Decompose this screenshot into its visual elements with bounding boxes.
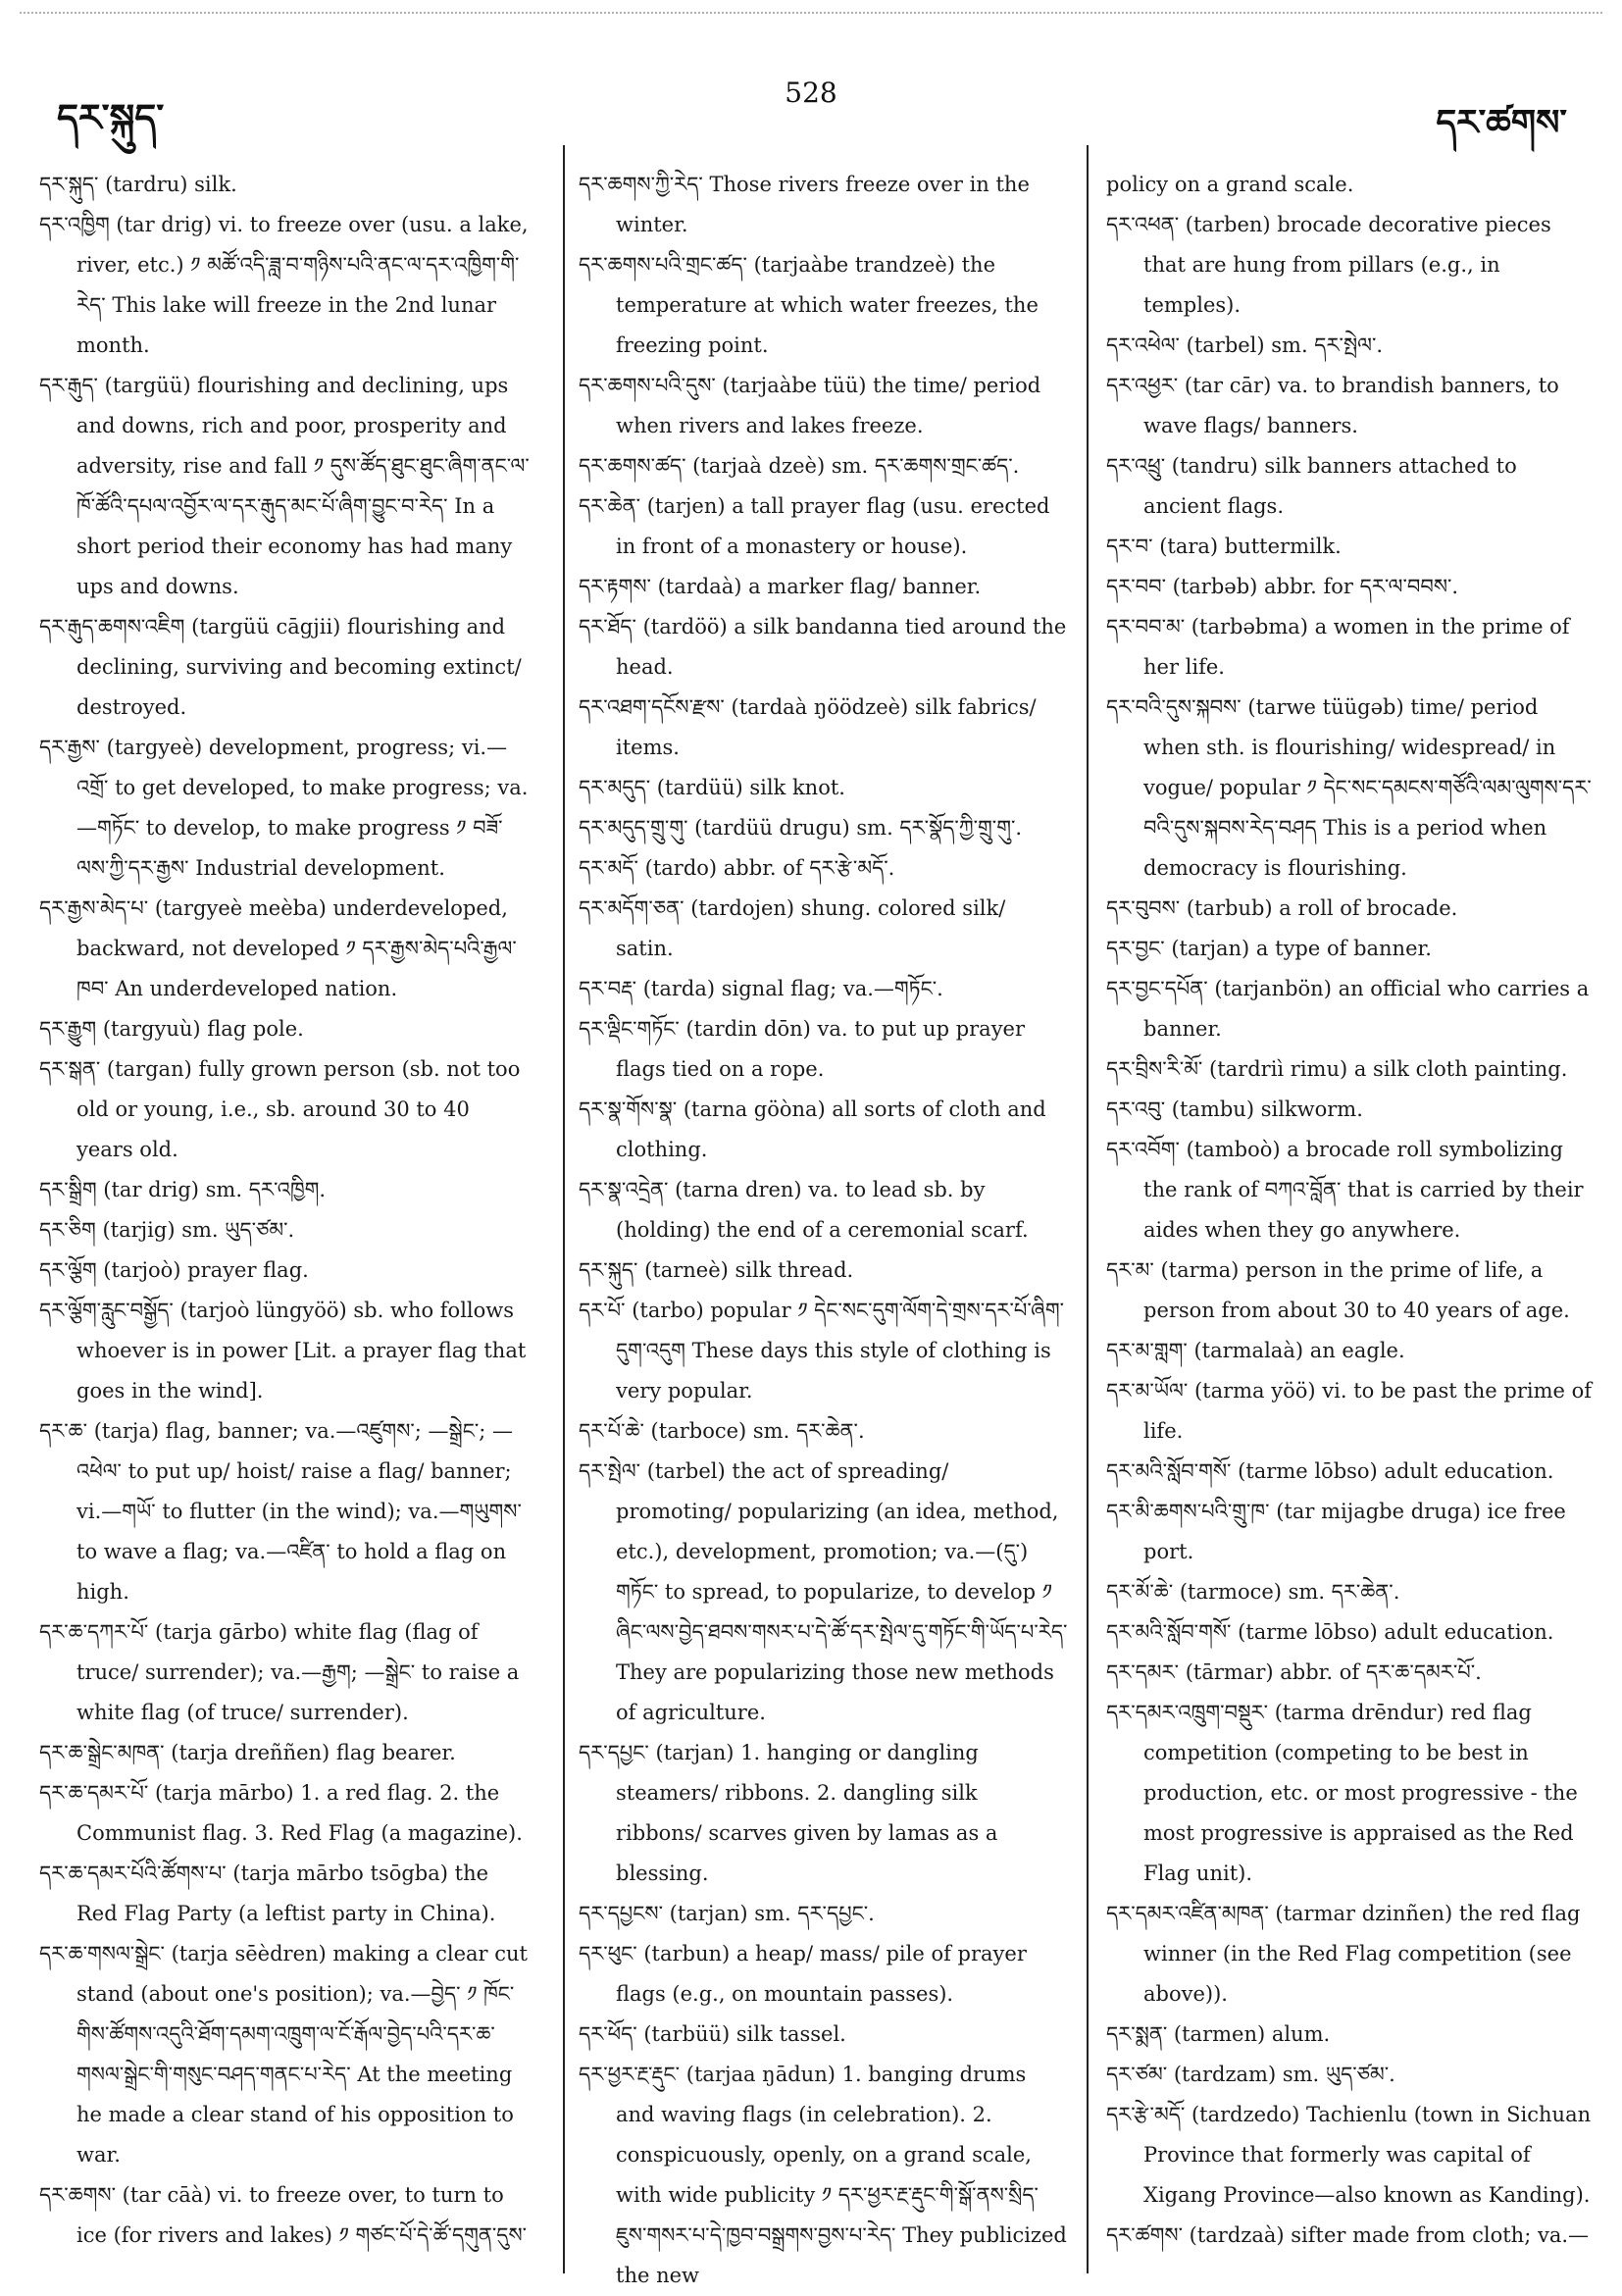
dictionary-entry: དར་མ་ཡོལ་ (tarma yöö) vi. to be past the prime of life.	[1106, 1379, 1593, 1443]
dictionary-column-1	[39, 165, 530, 2256]
dictionary-entry: དར་སྐུད་ (tardru) silk.	[39, 173, 237, 196]
dictionary-entry: དར་ཆགས་ཀྱི་རེད་ Those rivers freeze over in the winter.	[579, 173, 1030, 236]
dictionary-entry: དར་མི་ཆགས་པའི་གྲུ་ཁ་ (tar mijagbe druga) ice free port.	[1106, 1500, 1566, 1563]
column-divider-left	[563, 145, 565, 2273]
dictionary-entry: དར་རྒུད་ཆགས་འཇིག (targüü cāgjii) flourishing and declining, surviving and becoming extinct/ destroyed.	[39, 615, 522, 719]
page-number: 528	[785, 77, 837, 109]
dictionary-entry: དར་མདོ་ (tardo) abbr. of དར་རྩེ་མདོ་.	[579, 856, 895, 880]
dictionary-entry: དར་འབོག་ (tamboò) a brocade roll symbolizing the rank of བཀའ་བློན་ that is carried by their aides when they go anywhere.	[1106, 1138, 1584, 1242]
dictionary-entry: དར་མོ་ཆེ་ (tarmoce) sm. དར་ཆེན་.	[1106, 1580, 1400, 1604]
dictionary-entry: དར་སྤེལ་ (tarbel) the act of spreading/ promoting/ popularizing (an idea, method, etc.), development, promotion; va.—(དུ་) གཏོང་ to spread, to popularize, to develop ༡ ཞིང་ལས་བྱེད་ཐབས་གསར་པ་དེ་ཚོ་དར་སྤེལ་དུ་གཏོང་གི་ཡོད་པ་རེད་ They are popularizing those new methods of agriculture.	[579, 1459, 1068, 1724]
dictionary-entry: དར་ཆ་སྒྲེང་མཁན་ (tarja dreññen) flag bearer.	[39, 1741, 456, 1764]
dictionary-entry: དར་དཔྱང་ (tarjan) 1. hanging or dangling steamers/ ribbons. 2. dangling silk ribbons/ scarves given by lamas as a blessing.	[579, 1741, 998, 1885]
dictionary-entry: དར་ཐོད་ (tardöö) a silk bandanna tied around the head.	[579, 615, 1067, 679]
dictionary-entry: དར་མའི་སློབ་གསོ་ (tarme lōbso) adult education.	[1106, 1459, 1554, 1483]
dictionary-entry: དར་དམར་འཁྲུག་བསྡུར་ (tarma drēndur) red flag competition (competing to be best in production, etc. or most progressive - the most progressive is appraised as the Red Flag unit).	[1106, 1701, 1578, 1885]
column-divider-right	[1087, 145, 1089, 2273]
dictionary-entry: དར་ཆགས་ (tar cāà) vi. to freeze over, to turn to ice (for rivers and lakes) ༡ གཙང་པོ་དེ་ཚོ་དགུན་དུས་	[39, 2183, 528, 2247]
dictionary-entry: དར་རྟགས་ (tardaà) a marker flag/ banner.	[579, 575, 982, 598]
dictionary-entry: དར་ཆ་གསལ་སྒྲེང་ (tarja sēèdren) making a clear cut stand (about one's position); va.—བྱེད་ ༡ ཁོང་གིས་ཚོགས་འདུའི་ཐོག་དམག་འཁྲུག་ལ་ངོ་རྒོལ་བྱེད་པའི་དར་ཆ་གསལ་སྒྲེང་གི་གསུང་བཤད་གནང་པ་རེད་ At the meeting he made a clear stand of his opposition to war.	[39, 1942, 528, 2167]
dictionary-entry: དར་ཕྱར་རྔ་རྡུང་ (tarjaa ŋādun) 1. banging drums and waving flags (in celebration). 2. conspicuously, openly, on a grand scale, with wide publicity ༡ དར་ཕྱར་རྔ་རྡུང་གི་སྒོ་ནས་སྲིད་ཇུས་གསར་པ་དེ་ཁྱབ་བསྒྲགས་བྱས་པ་རེད་ They publicized the new	[579, 2063, 1067, 2287]
dictionary-entry: དར་རྒྱུག (targyuù) flag pole.	[39, 1017, 304, 1041]
dictionary-entry: དར་འཕེལ་ (tarbel) sm. དར་སྤེལ་.	[1106, 333, 1384, 357]
dictionary-entry: དར་ཆགས་ཚད་ (tarjaà dzeè) sm. དར་ཆགས་གྲང་ཚད་.	[579, 454, 1020, 478]
dictionary-entry: དར་པོ་ (tarbo) popular ༡ དེང་སང་དུག་ལོག་དེ་གྲས་དར་པོ་ཞིག་དུག་འདུག These days this style of clothing is very popular.	[579, 1299, 1065, 1403]
dictionary-entry: དར་འཕྱར་ (tar cār) va. to brandish banners, to wave flags/ banners.	[1106, 374, 1559, 437]
dictionary-entry: དར་དམར་འཛིན་མཁན་ (tarmar dzinñen) the red flag winner (in the Red Flag competition (see above)).	[1106, 1902, 1581, 2006]
dictionary-entry: དར་བུབས་ (tarbub) a roll of brocade.	[1106, 896, 1458, 920]
dictionary-entry: དར་ཆེན་ (tarjen) a tall prayer flag (usu. erected in front of a monastery or house).	[579, 494, 1050, 558]
dictionary-entry: དར་སྒྲིག (tar drig) sm. དར་འཁྱིག.	[39, 1178, 327, 1201]
dictionary-entry: དར་མའི་སློབ་གསོ་ (tarme lōbso) adult education.	[1106, 1620, 1554, 1644]
dictionary-entry: དར་རྒྱས་ (targyeè) development, progress; vi.—འགྲོ་ to get developed, to make progress; va.—གཏོང་ to develop, to make progress ༡ བཟོ་ལས་ཀྱི་དར་རྒྱས་ Industrial development.	[39, 736, 529, 880]
dictionary-entry: དར་རྒྱས་མེད་པ་ (targyeè meèba) underdeveloped, backward, not developed ༡ དར་རྒྱས་མེད་པའི་རྒྱལ་ཁབ་ An underdeveloped nation.	[39, 896, 517, 1000]
dictionary-entry: policy on a grand scale.	[1106, 173, 1354, 196]
dictionary-entry: དར་ཙམ་ (tardzam) sm. ཡུད་ཙམ་.	[1106, 2063, 1395, 2086]
dictionary-entry: དར་བརྡ་ (tarda) signal flag; va.—གཏོང་.	[579, 977, 943, 1000]
dictionary-entry: དར་ཆ་དམར་པོ་ (tarja mārbo) 1. a red flag. 2. the Communist flag. 3. Red Flag (a magazine).	[39, 1781, 523, 1845]
dictionary-entry: དར་བབ་མ་ (tarbəbma) a women in the prime of her life.	[1106, 615, 1570, 679]
dictionary-entry: དར་ཕུང་ (tarbun) a heap/ mass/ pile of prayer flags (e.g., on mountain passes).	[579, 1942, 1027, 2006]
dictionary-entry: དར་མ་ (tarma) person in the prime of life, a person from about 30 to 40 years of age.	[1106, 1258, 1570, 1322]
dictionary-entry: དར་བ་ (tara) buttermilk.	[1106, 535, 1342, 558]
dictionary-entry: དར་བའི་དུས་སྐབས་ (tarwe tüügəb) time/ period when sth. is flourishing/ widespread/ in vogue/ popular ༡ དེང་སང་དམངས་གཙོའི་ལམ་ལུགས་དར་བའི་དུས་སྐབས་རེད་བཤད This is a period when democracy is flourishing.	[1106, 695, 1592, 880]
dictionary-entry: དར་ཆ་དམར་པོའི་ཚོགས་པ་ (tarja mārbo tsōgba) the Red Flag Party (a leftist party in China).	[39, 1862, 496, 1925]
dictionary-entry: དར་ཆ་དཀར་པོ་ (tarja gārbo) white flag (flag of truce/ surrender); va.—རྒྱག; —སྒྲེང་ to raise a white flag (of truce/ surrender).	[39, 1620, 520, 1724]
dictionary-entry: དར་མདོག་ཅན་ (tardojen) shung. colored silk/ satin.	[579, 896, 1006, 960]
dictionary-entry: དར་སྣ་འདྲེན་ (tarna dren) va. to lead sb. by (holding) the end of a ceremonial scarf.	[579, 1178, 1029, 1242]
dictionary-entry: དར་རྒུད་ (targüü) flourishing and declining, ups and downs, rich and poor, prosperity and adversity, rise and fall ༡ དུས་ཚོད་ཐུང་ཐུང་ཞིག་ནང་ལ་ཁོ་ཚོའི་དཔལ་འབྱོར་ལ་དར་རྒུད་མང་པོ་ཞིག་བྱུང་བ་རེད་ In a short period their economy has had many ups and downs.	[39, 374, 530, 598]
dictionary-entry: དར་ལྕོག (tarjoò) prayer flag.	[39, 1258, 309, 1282]
top-border	[20, 12, 1602, 14]
dictionary-entry: དར་སྣ་གོས་སྣ་ (tarna göòna) all sorts of cloth and clothing.	[579, 1097, 1046, 1161]
dictionary-entry: དར་དམར་ (tārmar) abbr. of དར་ཆ་དམར་པོ་.	[1106, 1660, 1482, 1684]
dictionary-entry: དར་ཆགས་པའི་གྲང་ཚད་ (tarjaàbe trandzeè) the temperature at which water freezes, the freezing point.	[579, 253, 1039, 357]
dictionary-entry: དར་འབུ་ (tambu) silkworm.	[1106, 1097, 1363, 1121]
dictionary-column-3	[1106, 165, 1597, 2256]
dictionary-entry: དར་འཁྱིག (tar drig) vi. to freeze over (usu. a lake, river, etc.) ༡ མཚོ་འདི་ཟླ་བ་གཉིས་པའི་ནང་ལ་དར་འཁྱིག་གི་རེད་ This lake will freeze in the 2nd lunar month.	[39, 213, 529, 357]
dictionary-entry: དར་ལྡིང་གཏོང་ (tardin dōn) va. to put up prayer flags tied on a rope.	[579, 1017, 1026, 1081]
dictionary-entry: དར་ཆགས་པའི་དུས་ (tarjaàbe tüü) the time/ period when rivers and lakes freeze.	[579, 374, 1041, 437]
dictionary-entry: དར་འཕན་ (tarben) brocade decorative pieces that are hung from pillars (e.g., in temples).	[1106, 213, 1551, 317]
dictionary-entry: དར་ཅིག (tarjig) sm. ཡུད་ཙམ་.	[39, 1218, 295, 1242]
dictionary-entry: དར་དཔྱངས་ (tarjan) sm. དར་དཔྱང་.	[579, 1902, 875, 1925]
dictionary-entry: དར་མ་གླག་ (tarmalaà) an eagle.	[1106, 1339, 1405, 1362]
dictionary-entry: དར་མདུད་གྲུ་གུ་ (tardüü drugu) sm. དར་སྣོད་ཀྱི་གྲུ་གུ་.	[579, 816, 1023, 840]
left-running-head: དར་སྐུད་	[57, 95, 165, 139]
dictionary-entry: དར་འཕྲུ་ (tandru) silk banners attached to ancient flags.	[1106, 454, 1517, 518]
dictionary-entry: དར་ལྕོག་རླུང་བསྒྱོད་ (tarjoò lüngyöö) sb. who follows whoever is in power [Lit. a prayer flag that goes in the wind].	[39, 1299, 527, 1403]
dictionary-entry: དར་པོ་ཆེ་ (tarboce) sm. དར་ཆེན་.	[579, 1419, 865, 1443]
dictionary-entry: དར་བྲིས་རི་མོ་ (tardriì rimu) a silk cloth painting.	[1106, 1057, 1568, 1081]
dictionary-entry: དར་བྱང་ (tarjan) a type of banner.	[1106, 937, 1432, 960]
dictionary-entry: དར་བྱང་དཔོན་ (tarjanbön) an official who carries a banner.	[1106, 977, 1590, 1041]
dictionary-entry: དར་ཕོད་ (tarbüü) silk tassel.	[579, 2022, 846, 2046]
dictionary-entry: དར་ཆ་ (tarja) flag, banner; va.—འཛུགས་; —སྒྲེང་; —འཕེལ་ to put up/ hoist/ raise a flag/ banner; vi.—གཡོ་ to flutter (in the wind); va.—གཡུགས་ to wave a flag; va.—འཛིན་ to hold a flag on high.	[39, 1419, 522, 1604]
right-running-head: དར་ཚགས་	[1436, 102, 1567, 143]
dictionary-entry: དར་སྒན་ (targan) fully grown person (sb. not too old or young, i.e., sb. around 30 to 40 years old.	[39, 1057, 521, 1161]
dictionary-entry: དར་ཚགས་ (tardzaà) sifter made from cloth; va.—	[1106, 2223, 1590, 2247]
dictionary-entry: དར་སྨན་ (tarmen) alum.	[1106, 2022, 1331, 2046]
dictionary-entry: དར་བབ་ (tarbəb) abbr. for དར་ལ་བབས་.	[1106, 575, 1459, 598]
dictionary-entry: དར་འཐག་དངོས་རྫས་ (tardaà ŋöödzeè) silk fabrics/ items.	[579, 695, 1037, 759]
dictionary-entry: དར་མདུད་ (tardüü) silk knot.	[579, 776, 845, 799]
dictionary-column-2	[579, 165, 1069, 2296]
dictionary-entry: དར་སྐུད་ (tarneè) silk thread.	[579, 1258, 854, 1282]
dictionary-entry: དར་རྩེ་མདོ་ (tardzedo) Tachienlu (town in Sichuan Province that formerly was capital of Xigang Province—also known as Kanding).	[1106, 2103, 1592, 2207]
